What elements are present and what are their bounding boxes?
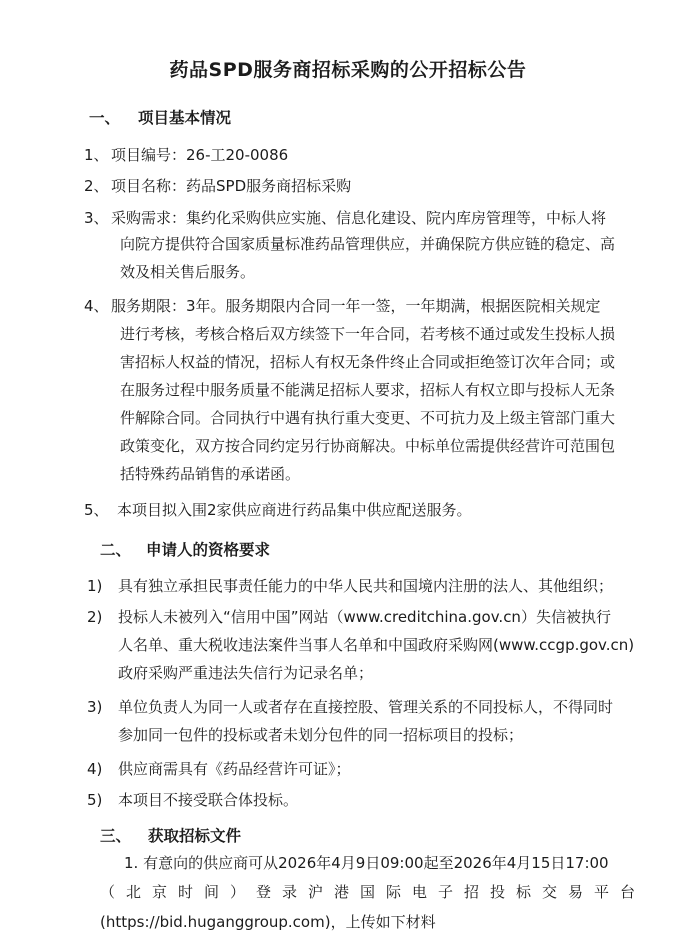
item-number: 4、 [84, 297, 109, 315]
item-line: 括特殊药品销售的承诺函。 [120, 465, 301, 483]
item-line: 供应商需具有《药品经营许可证》； [118, 760, 351, 778]
item-line: 具有独立承担民事责任能力的中华人民共和国境内注册的法人、其他组织； [118, 577, 614, 595]
section-2-heading: 申请人的资格要求 [146, 541, 271, 559]
paragraph-line: 1. 有意向的供应商可从2026年4月9日09:00起至2026年4月15日17:00 [124, 854, 609, 872]
item-line: 件解除合同。合同执行中遇有执行重大变更、不可抗力及上级主管部门重大 [120, 409, 616, 427]
item-line: 政策变化，双方按合同约定另行协商解决。中标单位需提供经营许可范围包 [120, 437, 616, 455]
section-3-heading: 获取招标文件 [148, 827, 242, 845]
item-line: 人名单、重大税收违法案件当事人名单和中国政府采购网(www.ccgp.gov.cn) [118, 636, 635, 654]
item-number: 2) [87, 608, 103, 626]
item-line: 本项目不接受联合体投标。 [118, 791, 299, 809]
item-number: 5、 [84, 501, 109, 519]
item-line: 在服务过程中服务质量不能满足招标人要求，招标人有权立即与投标人无条 [120, 381, 616, 399]
item-number: 4) [87, 760, 103, 778]
item-line: 参加同一包件的投标或者未划分包件的同一招标项目的投标； [118, 726, 524, 744]
item-number: 3、 [84, 209, 109, 227]
item-line: 项目编号：26-工20-0086 [111, 146, 289, 164]
item-line: 政府采购严重违法失信行为记录名单； [118, 664, 374, 682]
item-line: 进行考核，考核合格后双方续签下一年合同，若考核不通过或发生投标人损 [120, 325, 616, 343]
section-1-heading: 项目基本情况 [138, 109, 232, 127]
item-number: 5) [87, 791, 103, 809]
section-1-number: 一、 [89, 109, 121, 127]
item-line: 效及相关售后服务。 [120, 263, 256, 281]
item-line: 投标人未被列入“信用中国”网站（www.creditchina.gov.cn）失信被执行 [118, 608, 611, 626]
item-line: 项目名称：药品SPD服务商招标采购 [111, 177, 352, 195]
item-line: 服务期限：3年。服务期限内合同一年一签，一年期满，根据医院相关规定 [111, 297, 601, 315]
paragraph-line: (https://bid.huganggroup.com)，上传如下材料 [100, 913, 436, 931]
item-number: 1) [87, 577, 103, 595]
item-number: 1、 [84, 146, 109, 164]
item-number: 2、 [84, 177, 109, 195]
item-line: 单位负责人为同一人或者存在直接控股、管理关系的不同投标人，不得同时 [118, 698, 614, 716]
item-number: 3) [87, 698, 103, 716]
item-line: 本项目拟入围2家供应商进行药品集中供应配送服务。 [117, 501, 472, 519]
section-3-number: 三、 [100, 827, 132, 845]
item-line: 采购需求：集约化采购供应实施、信息化建设、院内库房管理等，中标人将 [111, 209, 607, 227]
page-title: 药品SPD服务商招标采购的公开招标公告 [169, 59, 527, 81]
item-line: 向院方提供符合国家质量标准药品管理供应，并确保院方供应链的稳定、高 [120, 235, 616, 253]
paragraph-line: （北京时间）登录沪港国际电子招投标交易平台 [100, 883, 636, 901]
item-line: 害招标人权益的情况，招标人有权无条件终止合同或拒绝签订次年合同；或 [120, 353, 616, 371]
section-2-number: 二、 [100, 541, 132, 559]
